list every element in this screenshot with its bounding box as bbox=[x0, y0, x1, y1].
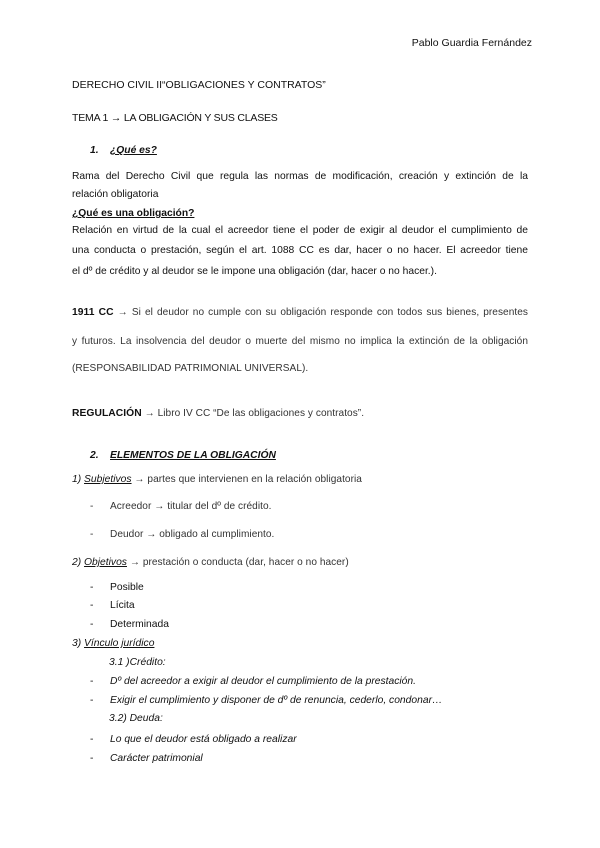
article-text: → Si el deudor no cumple con su obligación responde con todos sus bienes, presentes bbox=[113, 307, 529, 318]
paragraph-line: relación obligatoria bbox=[72, 189, 159, 200]
paragraph-line: (RESPONSABILIDAD PATRIMONIAL UNIVERSAL). bbox=[72, 363, 309, 374]
regulation-label: REGULACIÓN bbox=[72, 408, 142, 419]
vinculo-prefix: 3) bbox=[72, 638, 85, 649]
vinculo-line bbox=[72, 637, 154, 651]
list-item: - Exigir el cumplimiento y disponer de dº de renuncia, cederlo, condonar… bbox=[90, 695, 443, 706]
paragraph-line: Rama del Derecho Civil que regula las normas de modificación, creación y extinción de la bbox=[72, 171, 528, 182]
regulation-text: → Libro IV CC “De las obligaciones y contratos”. bbox=[141, 408, 365, 419]
author-name: Pablo Guardia Fernández bbox=[411, 37, 532, 49]
subjetivos-text: → partes que intervienen en la relación obligatoria bbox=[131, 474, 362, 485]
list-item: - Posible bbox=[90, 582, 144, 593]
vinculo-label: Vínculo jurídico bbox=[84, 638, 155, 649]
section-1-number: 1. bbox=[90, 145, 99, 156]
subjetivos-line bbox=[72, 473, 362, 487]
subheading: ¿Qué es una obligación? bbox=[72, 208, 195, 219]
regulation-line bbox=[72, 407, 364, 421]
paragraph-line: y futuros. La insolvencia del deudor o muerte del mismo no implica la extinción de la obligación bbox=[72, 336, 528, 347]
objetivos-line bbox=[72, 556, 349, 570]
subjetivos-label: Subjetivos bbox=[84, 474, 132, 485]
objetivos-prefix: 2) bbox=[72, 557, 85, 568]
deuda-label: 3.2) Deuda: bbox=[109, 713, 163, 724]
list-item: - Deudor → obligado al cumplimiento. bbox=[90, 529, 275, 540]
objetivos-label: Objetivos bbox=[84, 557, 127, 568]
topic-title: TEMA 1 → LA OBLIGACIÓN Y SUS CLASES bbox=[72, 112, 278, 124]
section-2-number: 2. bbox=[90, 450, 99, 461]
paragraph-line: el dº de crédito y al deudor se le impone una obligación (dar, hacer o no hacer.). bbox=[72, 266, 437, 277]
paragraph-line: Relación en virtud de la cual el acreedor tiene el poder de exigir al deudor el cumplimiento de bbox=[72, 225, 528, 236]
section-2-heading bbox=[72, 449, 276, 463]
article-label: 1911 CC bbox=[72, 307, 114, 318]
paragraph-line bbox=[72, 306, 528, 320]
paragraph-line: una conducta o prestación, según el art. 1088 CC es dar, hacer o no hacer. El acreedor tiene bbox=[72, 245, 528, 256]
section-1-heading bbox=[72, 144, 157, 158]
credito-label: 3.1 )Crédito: bbox=[109, 657, 166, 668]
list-item: - Lo que el deudor está obligado a realizar bbox=[90, 734, 297, 745]
list-item: - Carácter patrimonial bbox=[90, 753, 203, 764]
subjetivos-prefix: 1) bbox=[72, 474, 85, 485]
list-item: - Dº del acreedor a exigir al deudor el cumplimiento de la prestación. bbox=[90, 676, 416, 687]
list-item: - Acreedor → titular del dº de crédito. bbox=[90, 501, 272, 512]
list-item: - Lícita bbox=[90, 600, 135, 611]
list-item: - Determinada bbox=[90, 619, 169, 630]
document-title: DERECHO CIVIL II“OBLIGACIONES Y CONTRATOS” bbox=[72, 79, 326, 91]
objetivos-text: → prestación o conducta (dar, hacer o no hacer) bbox=[126, 557, 349, 568]
section-2-title: ELEMENTOS DE LA OBLIGACIÓN bbox=[110, 450, 276, 461]
section-1-title: ¿Qué es? bbox=[110, 145, 157, 156]
